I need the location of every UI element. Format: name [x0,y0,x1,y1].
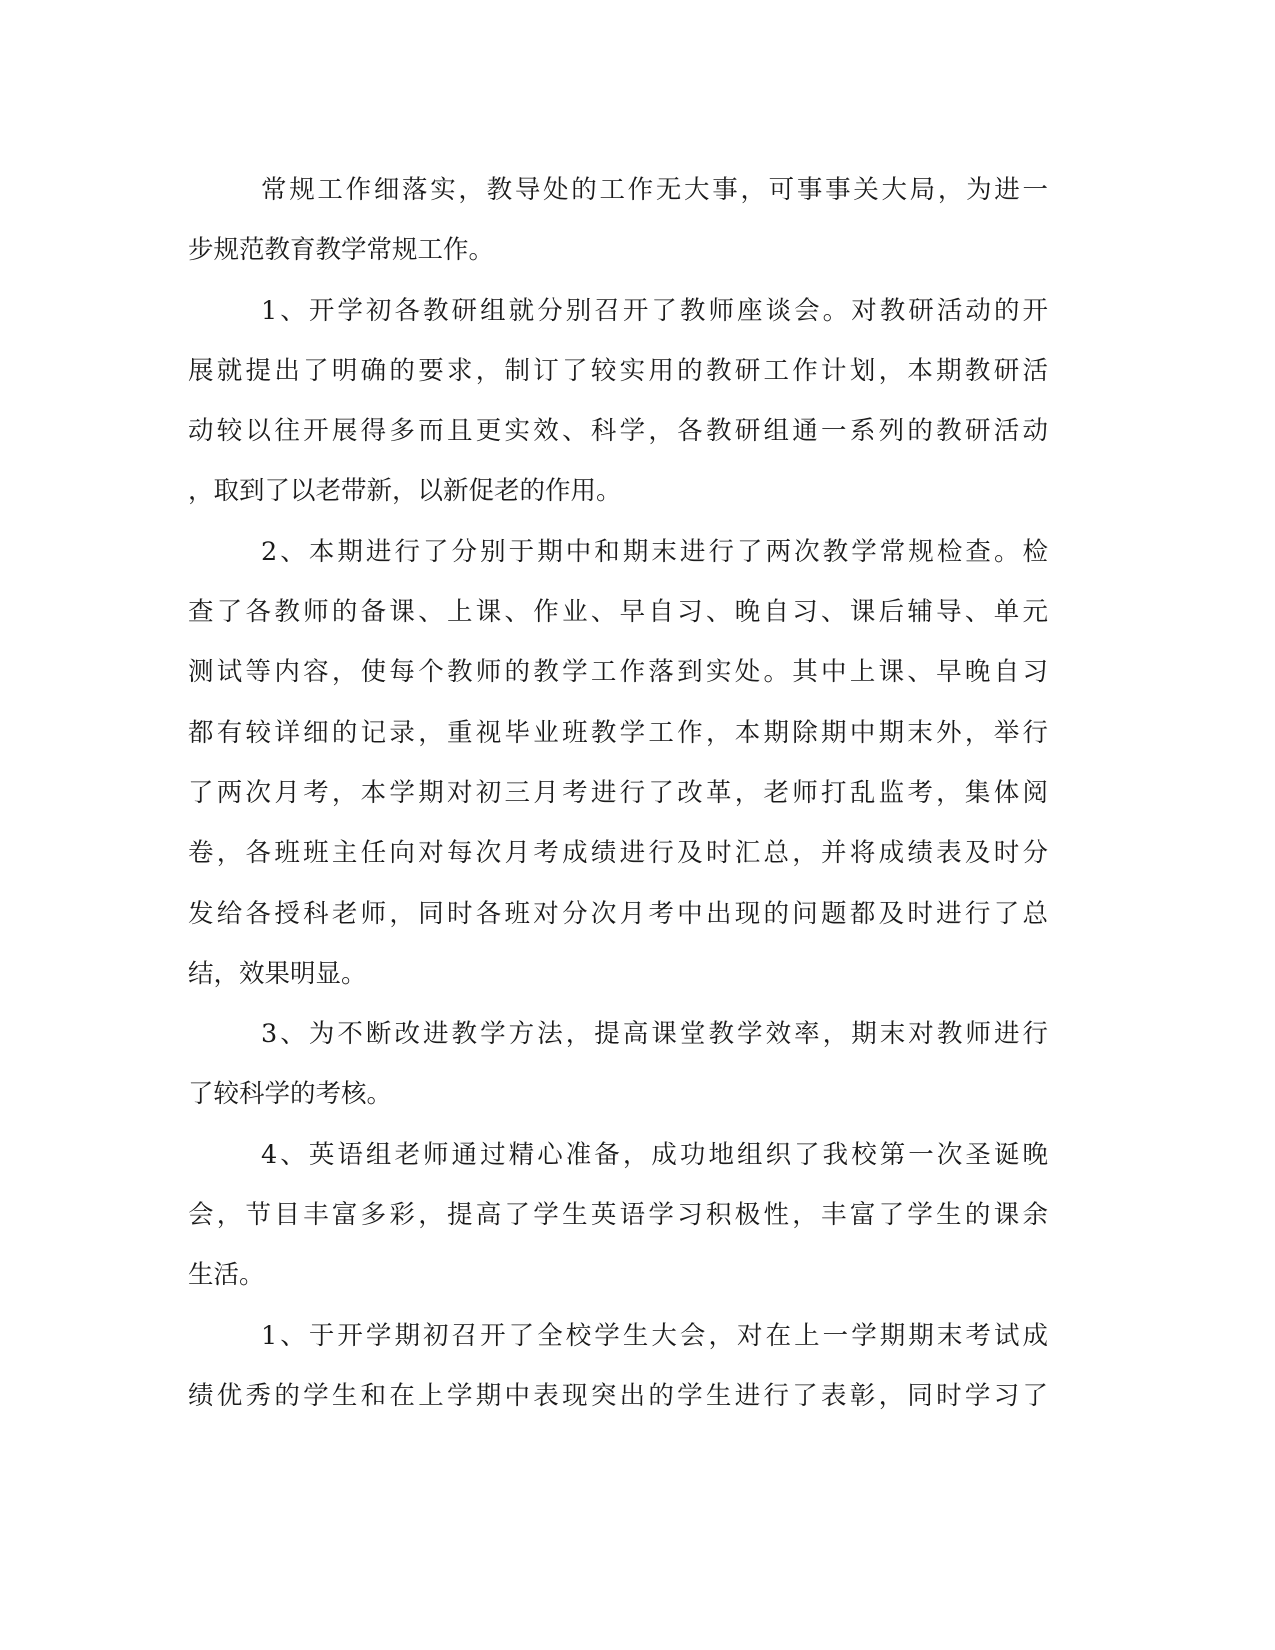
text-line: 动较以往开展得多而且更实效、科学，各教研组通一系列的教研活动 [188,416,1048,447]
text-line: 1、于开学期初召开了全校学生大会，对在上一学期期末考试成 [261,1320,1048,1351]
text-line: 发给各授科老师，同时各班对分次月考中出现的问题都及时进行了总 [188,898,1048,929]
text-line: 绩优秀的学生和在上学期中表现突出的学生进行了表彰，同时学习了 [188,1380,1048,1411]
text-line: 3、为不断改进教学方法，提高课堂教学效率，期末对教师进行 [261,1019,1048,1050]
text-line: 测试等内容，使每个教师的教学工作落到实处。其中上课、早晚自习 [188,657,1048,688]
text-line: 查了各教师的备课、上课、作业、早自习、晚自习、课后辅导、单元 [188,597,1048,628]
text-line: 了两次月考，本学期对初三月考进行了改革，老师打乱监考，集体阅 [188,777,1048,808]
text-line: 了较科学的考核。 [188,1079,393,1110]
text-line: 2、本期进行了分别于期中和期末进行了两次教学常规检查。检 [261,536,1048,567]
document-body [188,160,1048,1426]
text-line: 1、开学初各教研组就分别召开了教师座谈会。对教研活动的开 [261,295,1048,326]
text-line: 会，节目丰富多彩，提高了学生英语学习积极性，丰富了学生的课余 [188,1200,1048,1231]
text-line: ，取到了以老带新，以新促老的作用。 [188,476,622,507]
text-line: 结，效果明显。 [188,958,367,989]
text-line: 生活。 [188,1260,265,1291]
text-line: 卷，各班班主任向对每次月考成绩进行及时汇总，并将成绩表及时分 [188,838,1048,869]
text-line: 4、英语组老师通过精心准备，成功地组织了我校第一次圣诞晚 [261,1139,1048,1170]
text-line: 展就提出了明确的要求，制订了较实用的教研工作计划，本期教研活 [188,355,1048,386]
text-line: 常规工作细落实，教导处的工作无大事，可事事关大局，为进一 [261,175,1048,205]
text-line: 都有较详细的记录，重视毕业班教学工作，本期除期中期末外，举行 [188,717,1048,748]
text-line: 步规范教育教学常规工作。 [188,235,495,266]
